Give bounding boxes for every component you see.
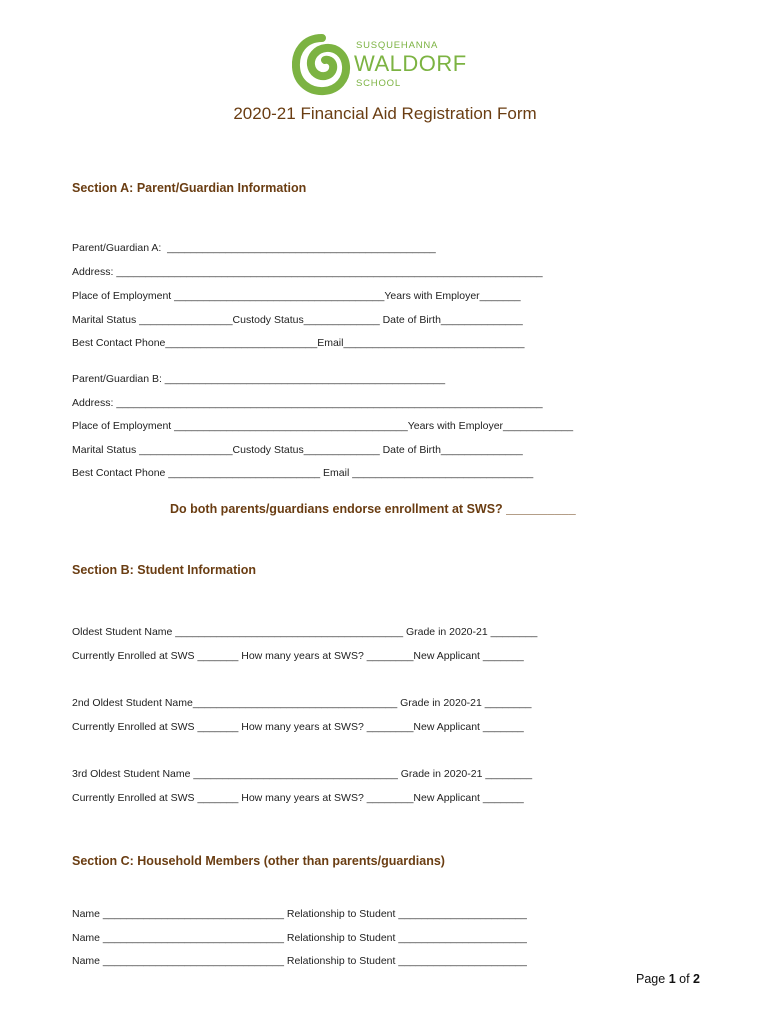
parent-b-name-field[interactable]: Parent/Guardian B: ________________________________________________ bbox=[72, 373, 446, 385]
student-2-name-field[interactable]: 2nd Oldest Student Name___________________________________ Grade in 2020-21 ________ bbox=[72, 697, 532, 709]
endorse-question[interactable]: Do both parents/guardians endorse enrollment at SWS? __________ bbox=[170, 502, 576, 516]
school-logo bbox=[292, 34, 467, 98]
parent-a-name-field[interactable]: Parent/Guardian A: ______________________________________________ bbox=[72, 242, 436, 254]
section-c-heading: Section C: Household Members (other than parents/guardians) bbox=[72, 854, 445, 868]
household-member-3-field[interactable]: Name _______________________________ Relationship to Student ______________________ bbox=[72, 955, 527, 967]
section-a-heading: Section A: Parent/Guardian Information bbox=[72, 181, 307, 195]
page-of: of bbox=[679, 972, 690, 986]
student-2-enrollment-field[interactable]: Currently Enrolled at SWS _______ How many years at SWS? ________New Applicant _______ bbox=[72, 721, 524, 733]
student-3-enrollment-field[interactable]: Currently Enrolled at SWS _______ How many years at SWS? ________New Applicant _______ bbox=[72, 792, 524, 804]
parent-b-employment-field[interactable]: Place of Employment ________________________________________Years with Employer____________ bbox=[72, 420, 574, 432]
parent-b-marital-field[interactable]: Marital Status ________________Custody Status_____________ Date of Birth______________ bbox=[72, 444, 523, 456]
household-member-2-field[interactable]: Name _______________________________ Relationship to Student ______________________ bbox=[72, 932, 527, 944]
parent-b-address-field[interactable]: Address: _________________________________________________________________________ bbox=[72, 397, 543, 409]
logo-text-top: SUSQUEHANNA bbox=[356, 40, 439, 51]
logo-text-main: WALDORF bbox=[354, 51, 467, 76]
page-current: 1 bbox=[668, 972, 676, 986]
parent-a-address-field[interactable]: Address: _________________________________________________________________________ bbox=[72, 266, 543, 278]
parent-b-contact-field[interactable]: Best Contact Phone __________________________ Email _______________________________ bbox=[72, 467, 534, 479]
spiral-logo-icon bbox=[292, 34, 352, 96]
student-1-name-field[interactable]: Oldest Student Name _______________________________________ Grade in 2020-21 ________ bbox=[72, 626, 538, 638]
form-title: 2020-21 Financial Aid Registration Form bbox=[233, 104, 537, 123]
section-b-heading: Section B: Student Information bbox=[72, 563, 257, 577]
parent-a-contact-field[interactable]: Best Contact Phone__________________________Email_______________________________ bbox=[72, 337, 525, 349]
student-3-name-field[interactable]: 3rd Oldest Student Name ___________________________________ Grade in 2020-21 ________ bbox=[72, 768, 533, 780]
page-number bbox=[636, 972, 700, 986]
household-member-1-field[interactable]: Name _______________________________ Relationship to Student ______________________ bbox=[72, 908, 527, 920]
parent-a-employment-field[interactable]: Place of Employment ____________________________________Years with Employer_______ bbox=[72, 290, 521, 302]
page-total: 2 bbox=[693, 972, 700, 986]
student-1-enrollment-field[interactable]: Currently Enrolled at SWS _______ How many years at SWS? ________New Applicant _______ bbox=[72, 650, 524, 662]
logo-text-bottom: SCHOOL bbox=[356, 78, 401, 89]
parent-a-marital-field[interactable]: Marital Status ________________Custody Status_____________ Date of Birth______________ bbox=[72, 314, 523, 326]
page-label: Page bbox=[636, 972, 666, 986]
